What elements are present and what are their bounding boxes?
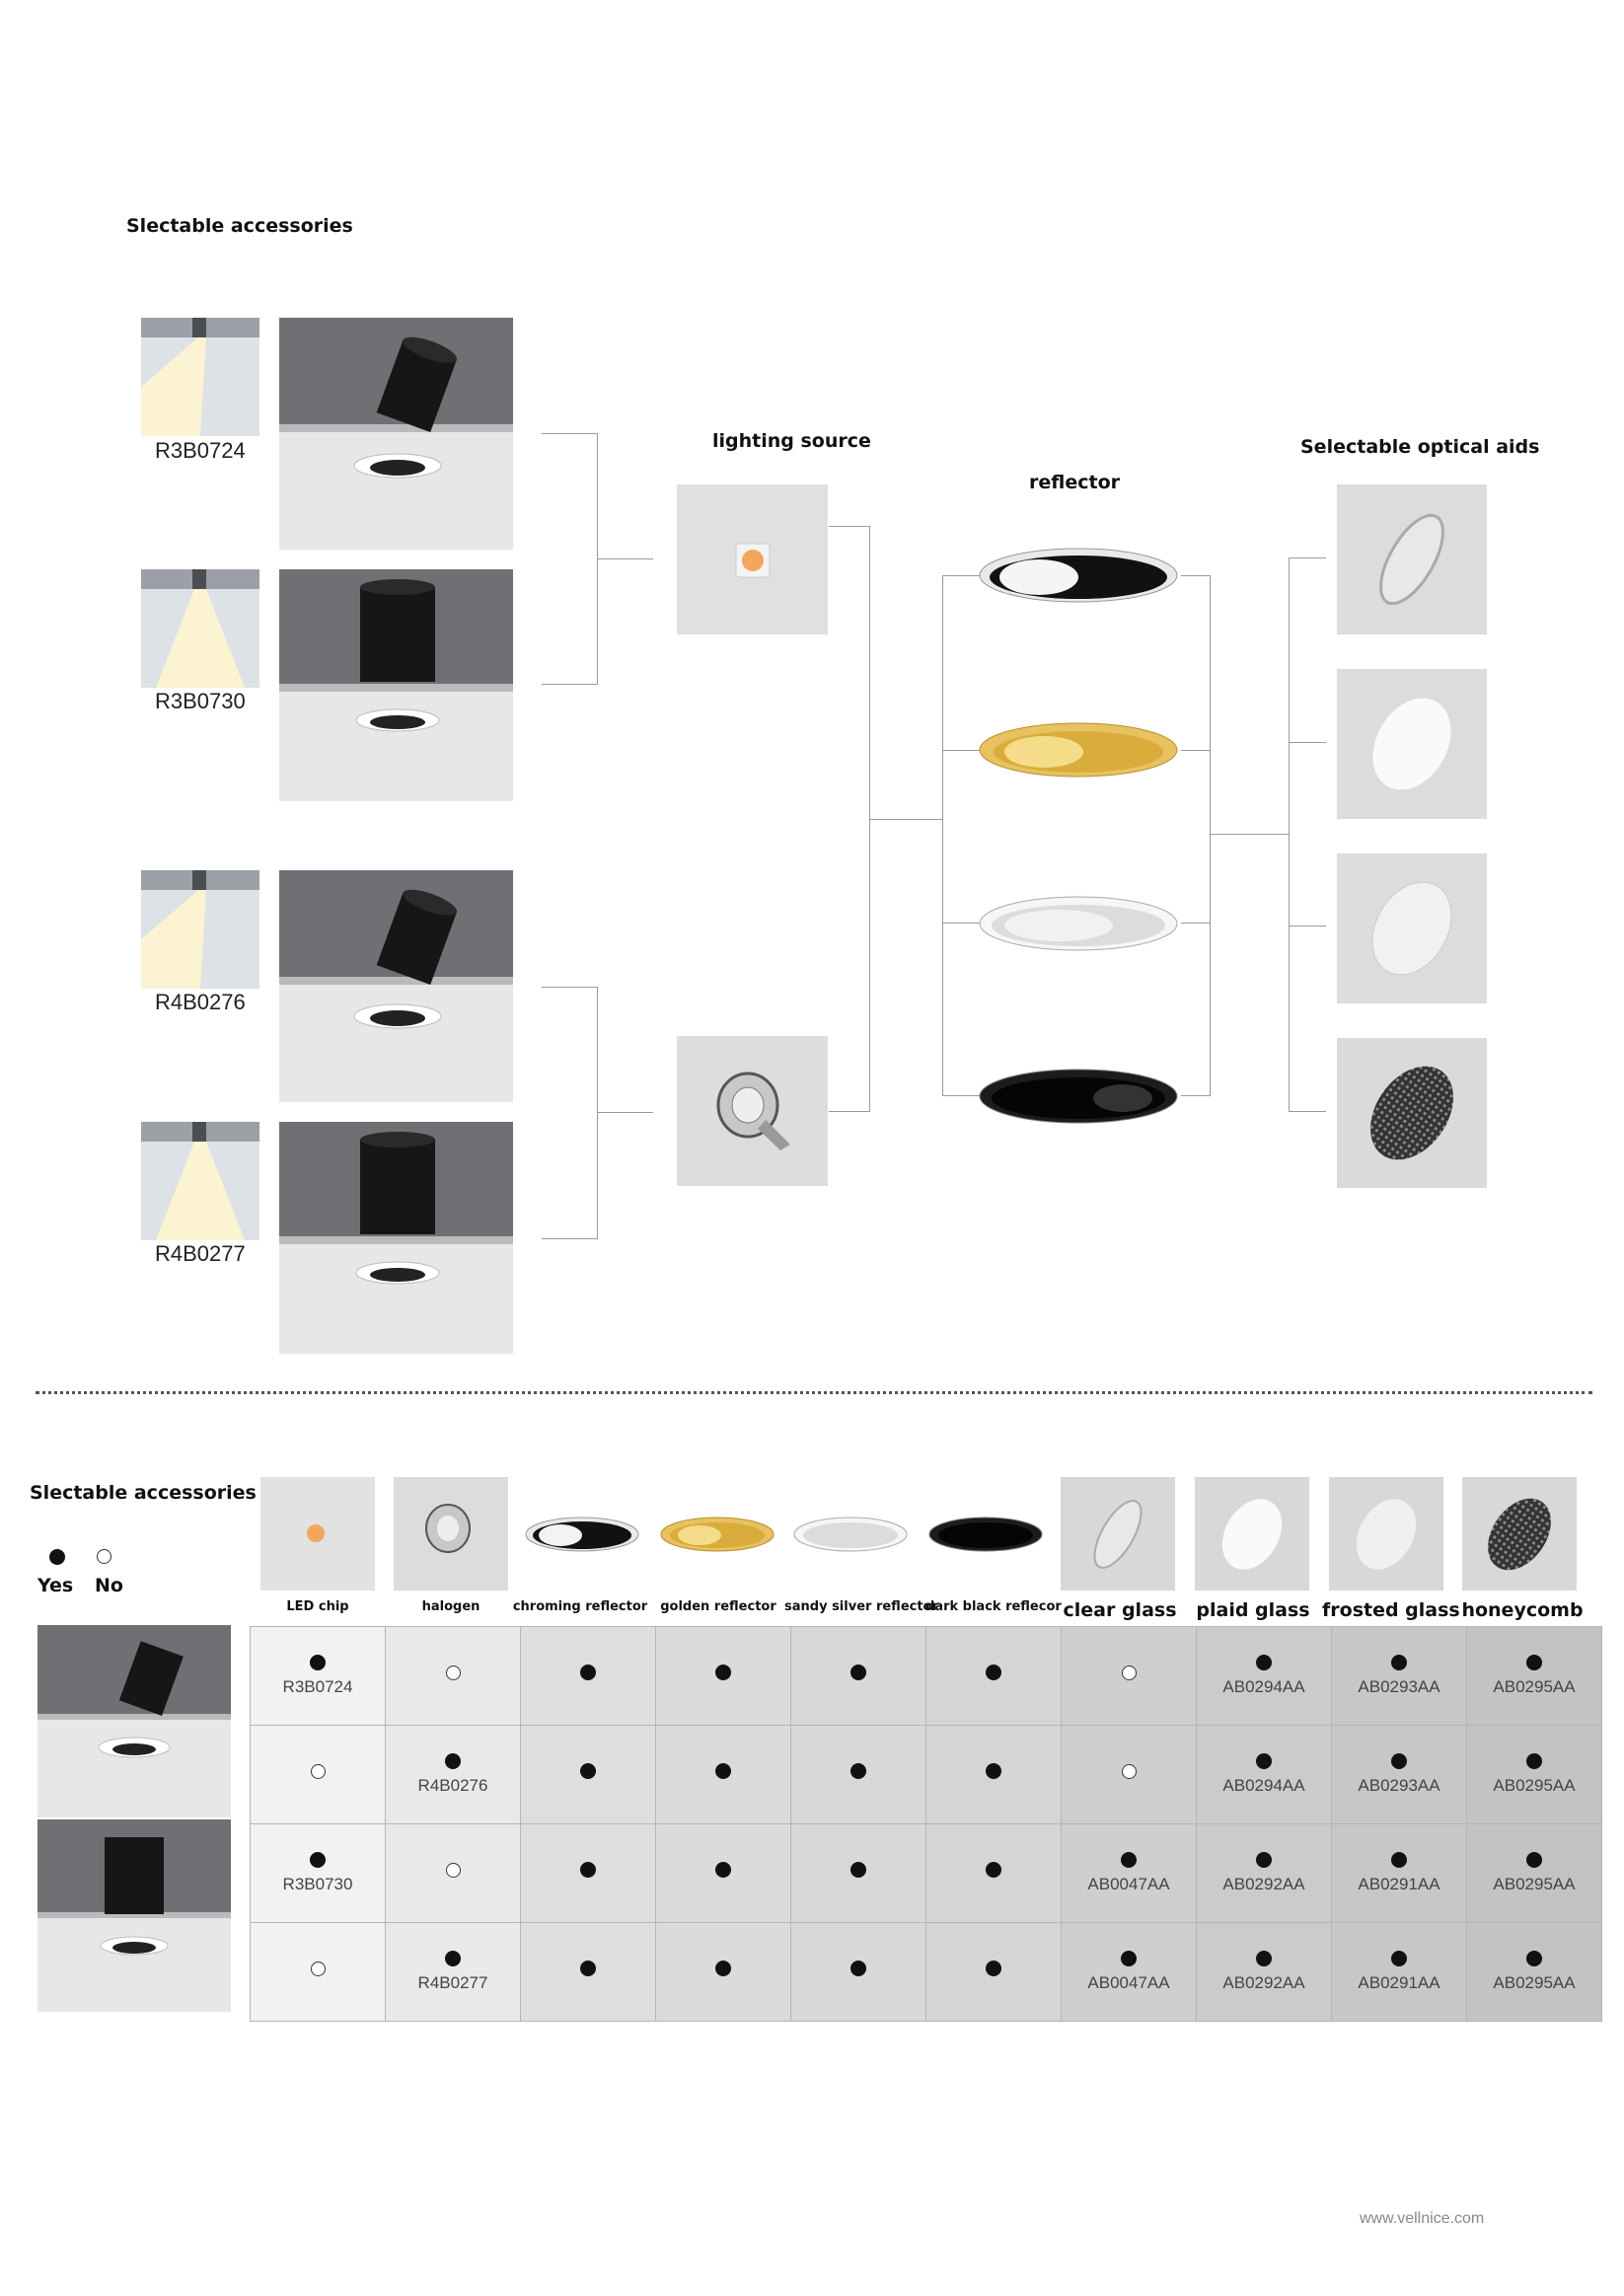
no-ring bbox=[446, 1666, 461, 1680]
lamp-photo-fixed bbox=[279, 1122, 513, 1354]
row-lamp-photo-adjustable bbox=[37, 1625, 231, 1817]
cell-code: AB0047AA bbox=[1087, 1973, 1170, 1992]
connector-line bbox=[942, 575, 943, 1096]
row-lamp-photo-fixed bbox=[37, 1819, 231, 2012]
yes-dot bbox=[1121, 1852, 1137, 1868]
beam-diagram-angled bbox=[141, 870, 259, 989]
connector-line bbox=[542, 433, 598, 434]
golden-reflector-image bbox=[975, 712, 1182, 791]
yes-dot bbox=[986, 1665, 1001, 1680]
matrix-cell bbox=[1062, 1627, 1197, 1726]
matrix-cell bbox=[926, 1923, 1062, 2022]
frosted-glass-thumb bbox=[1329, 1477, 1443, 1591]
yes-dot bbox=[1256, 1655, 1272, 1670]
cell-code: AB0294AA bbox=[1222, 1776, 1305, 1795]
matrix-cell bbox=[656, 1627, 791, 1726]
matrix-cell bbox=[1062, 1726, 1197, 1824]
no-ring bbox=[311, 1764, 326, 1779]
matrix-row bbox=[251, 1627, 1602, 1726]
matrix-cell bbox=[1467, 1726, 1602, 1824]
clear-glass-thumb bbox=[1061, 1477, 1175, 1591]
cell-code: AB0292AA bbox=[1222, 1875, 1305, 1893]
matrix-cell bbox=[1332, 1824, 1467, 1923]
connector-line bbox=[1289, 557, 1326, 558]
beam-diagram-straight bbox=[141, 1122, 259, 1240]
matrix-cell bbox=[1332, 1627, 1467, 1726]
yes-dot bbox=[715, 1961, 731, 1976]
matrix-cell bbox=[926, 1726, 1062, 1824]
matrix-cell bbox=[1197, 1726, 1332, 1824]
column-label-sandy-silver-reflector: sandy silver reflector bbox=[784, 1599, 938, 1614]
footer-website: www.vellnice.com bbox=[1360, 2210, 1485, 2227]
column-label-halogen: halogen bbox=[421, 1599, 480, 1614]
model-code-3: R4B0276 bbox=[155, 990, 246, 1014]
column-label-clear-glass: clear glass bbox=[1063, 1599, 1177, 1621]
no-ring bbox=[1122, 1666, 1137, 1680]
matrix-cell bbox=[1062, 1824, 1197, 1923]
yes-dot bbox=[1391, 1753, 1407, 1769]
matrix-cell bbox=[386, 1627, 521, 1726]
matrix-cell bbox=[251, 1923, 386, 2022]
yes-dot bbox=[1256, 1951, 1272, 1966]
connector-line bbox=[1181, 923, 1211, 924]
yes-dot bbox=[310, 1852, 326, 1868]
cell-code: R4B0276 bbox=[417, 1776, 488, 1795]
chroming-reflector-image bbox=[975, 538, 1182, 617]
yes-dot bbox=[1256, 1753, 1272, 1769]
matrix-cell bbox=[1467, 1923, 1602, 2022]
legend-no-ring bbox=[97, 1549, 111, 1564]
model-code-1: R3B0724 bbox=[155, 438, 246, 463]
matrix-row bbox=[251, 1824, 1602, 1923]
top-section-title: Slectable accessories bbox=[126, 215, 353, 237]
cell-code: AB0293AA bbox=[1358, 1677, 1440, 1696]
lamp-photo-adjustable bbox=[279, 870, 513, 1102]
matrix-row bbox=[251, 1726, 1602, 1824]
yes-dot bbox=[850, 1665, 866, 1680]
connector-line bbox=[1210, 834, 1290, 835]
beam-diagram-straight bbox=[141, 569, 259, 688]
connector-line bbox=[597, 987, 598, 1239]
golden-reflector-thumb bbox=[658, 1510, 776, 1559]
connector-line bbox=[542, 684, 598, 685]
column-label-plaid-glass: plaid glass bbox=[1196, 1599, 1310, 1621]
connector-line bbox=[597, 558, 653, 559]
beam-diagram-angled bbox=[141, 318, 259, 436]
yes-dot bbox=[1391, 1951, 1407, 1966]
matrix-cell bbox=[1467, 1627, 1602, 1726]
yes-dot bbox=[580, 1862, 596, 1878]
column-label-chroming-reflector: chroming reflector bbox=[512, 1599, 648, 1614]
honeycomb-thumb bbox=[1462, 1477, 1577, 1591]
matrix-cell bbox=[1332, 1726, 1467, 1824]
yes-dot bbox=[986, 1961, 1001, 1976]
cell-code: AB0295AA bbox=[1493, 1973, 1576, 1992]
yes-dot bbox=[1526, 1951, 1542, 1966]
no-ring bbox=[446, 1863, 461, 1878]
matrix-cell bbox=[791, 1726, 926, 1824]
yes-dot bbox=[986, 1763, 1001, 1779]
matrix-cell bbox=[386, 1923, 521, 2022]
legend-yes-dot bbox=[49, 1549, 65, 1565]
matrix-cell bbox=[1197, 1824, 1332, 1923]
model-code-4: R4B0277 bbox=[155, 1241, 246, 1266]
yes-dot bbox=[850, 1961, 866, 1976]
yes-dot bbox=[1121, 1951, 1137, 1966]
matrix-cell bbox=[251, 1726, 386, 1824]
no-ring bbox=[311, 1962, 326, 1976]
cell-code: AB0293AA bbox=[1358, 1776, 1440, 1795]
yes-dot bbox=[580, 1665, 596, 1680]
sandy-silver-reflector-thumb bbox=[791, 1510, 910, 1559]
connector-line bbox=[597, 1112, 653, 1113]
connector-line bbox=[869, 819, 943, 820]
matrix-cell bbox=[386, 1726, 521, 1824]
matrix-cell bbox=[521, 1627, 656, 1726]
yes-dot bbox=[850, 1862, 866, 1878]
legend-yes-label: Yes bbox=[37, 1575, 74, 1596]
matrix-cell bbox=[1197, 1627, 1332, 1726]
cell-code: AB0292AA bbox=[1222, 1973, 1305, 1992]
matrix-cell bbox=[386, 1824, 521, 1923]
matrix-cell bbox=[656, 1824, 791, 1923]
matrix-row bbox=[251, 1923, 1602, 2022]
cell-code: AB0047AA bbox=[1087, 1875, 1170, 1893]
yes-dot bbox=[715, 1665, 731, 1680]
matrix-cell bbox=[521, 1923, 656, 2022]
yes-dot bbox=[1526, 1753, 1542, 1769]
connector-line bbox=[829, 1111, 870, 1112]
yes-dot bbox=[1391, 1655, 1407, 1670]
matrix-cell bbox=[521, 1824, 656, 1923]
column-label-dark-black-reflector: dark black reflecor bbox=[925, 1599, 1062, 1614]
chroming-reflector-thumb bbox=[523, 1510, 641, 1559]
compatibility-matrix bbox=[250, 1626, 1602, 2022]
cell-code: R3B0724 bbox=[282, 1677, 353, 1696]
matrix-cell bbox=[251, 1627, 386, 1726]
sandy-silver-reflector-image bbox=[975, 886, 1182, 965]
column-label-frosted-glass: frosted glass bbox=[1322, 1599, 1460, 1621]
matrix-cell bbox=[656, 1726, 791, 1824]
legend-no-label: No bbox=[95, 1575, 123, 1596]
cell-code: AB0291AA bbox=[1358, 1973, 1440, 1992]
column-label-led-chip: LED chip bbox=[286, 1599, 349, 1614]
led-chip-photo bbox=[677, 484, 828, 634]
cell-code: R3B0730 bbox=[282, 1875, 353, 1893]
cell-code: AB0291AA bbox=[1358, 1875, 1440, 1893]
lamp-photo-adjustable bbox=[279, 318, 513, 550]
matrix-cell bbox=[251, 1824, 386, 1923]
matrix-cell bbox=[1197, 1923, 1332, 2022]
frosted-glass-photo bbox=[1337, 853, 1487, 1003]
connector-line bbox=[829, 526, 870, 527]
connector-line bbox=[542, 987, 598, 988]
matrix-cell bbox=[791, 1824, 926, 1923]
matrix-cell bbox=[1332, 1923, 1467, 2022]
yes-dot bbox=[1526, 1852, 1542, 1868]
yes-dot bbox=[310, 1655, 326, 1670]
yes-dot bbox=[715, 1763, 731, 1779]
connector-line bbox=[542, 1238, 598, 1239]
matrix-cell bbox=[791, 1923, 926, 2022]
matrix-cell bbox=[1062, 1923, 1197, 2022]
optical-aids-title: Selectable optical aids bbox=[1300, 436, 1540, 458]
lighting-source-title: lighting source bbox=[712, 430, 871, 452]
dark-black-reflector-thumb bbox=[926, 1510, 1045, 1559]
yes-dot bbox=[445, 1753, 461, 1769]
cell-code: AB0295AA bbox=[1493, 1776, 1576, 1795]
no-ring bbox=[1122, 1764, 1137, 1779]
cell-code: AB0294AA bbox=[1222, 1677, 1305, 1696]
column-label-golden-reflector: golden reflector bbox=[660, 1599, 776, 1614]
bottom-section-title: Slectable accessories bbox=[30, 1482, 257, 1504]
yes-dot bbox=[1256, 1852, 1272, 1868]
yes-dot bbox=[1526, 1655, 1542, 1670]
yes-dot bbox=[1391, 1852, 1407, 1868]
yes-dot bbox=[715, 1862, 731, 1878]
halogen-photo bbox=[677, 1036, 828, 1186]
cell-code: R4B0277 bbox=[417, 1973, 488, 1992]
connector-line bbox=[1181, 1095, 1211, 1096]
connector-line bbox=[1289, 742, 1326, 743]
lamp-photo-fixed bbox=[279, 569, 513, 801]
connector-line bbox=[1289, 557, 1290, 1111]
yes-dot bbox=[850, 1763, 866, 1779]
matrix-cell bbox=[926, 1627, 1062, 1726]
dotted-separator bbox=[36, 1391, 1592, 1394]
honeycomb-photo bbox=[1337, 1038, 1487, 1188]
cell-code: AB0295AA bbox=[1493, 1677, 1576, 1696]
led-chip-thumb bbox=[260, 1477, 375, 1591]
plaid-glass-thumb bbox=[1195, 1477, 1309, 1591]
yes-dot bbox=[986, 1862, 1001, 1878]
connector-line bbox=[1210, 575, 1211, 1096]
connector-line bbox=[1289, 1111, 1326, 1112]
dark-black-reflector-image bbox=[975, 1059, 1182, 1138]
reflector-title: reflector bbox=[1029, 472, 1120, 493]
column-label-honeycomb: honeycomb bbox=[1461, 1599, 1584, 1621]
cell-code: AB0295AA bbox=[1493, 1875, 1576, 1893]
plaid-glass-photo bbox=[1337, 669, 1487, 819]
matrix-cell bbox=[926, 1824, 1062, 1923]
connector-line bbox=[1181, 575, 1211, 576]
matrix-cell bbox=[1467, 1824, 1602, 1923]
model-code-2: R3B0730 bbox=[155, 689, 246, 713]
clear-glass-photo bbox=[1337, 484, 1487, 634]
connector-line bbox=[1181, 750, 1211, 751]
yes-dot bbox=[580, 1763, 596, 1779]
yes-dot bbox=[445, 1951, 461, 1966]
halogen-thumb bbox=[394, 1477, 508, 1591]
yes-dot bbox=[580, 1961, 596, 1976]
matrix-cell bbox=[656, 1923, 791, 2022]
matrix-cell bbox=[791, 1627, 926, 1726]
matrix-cell bbox=[521, 1726, 656, 1824]
